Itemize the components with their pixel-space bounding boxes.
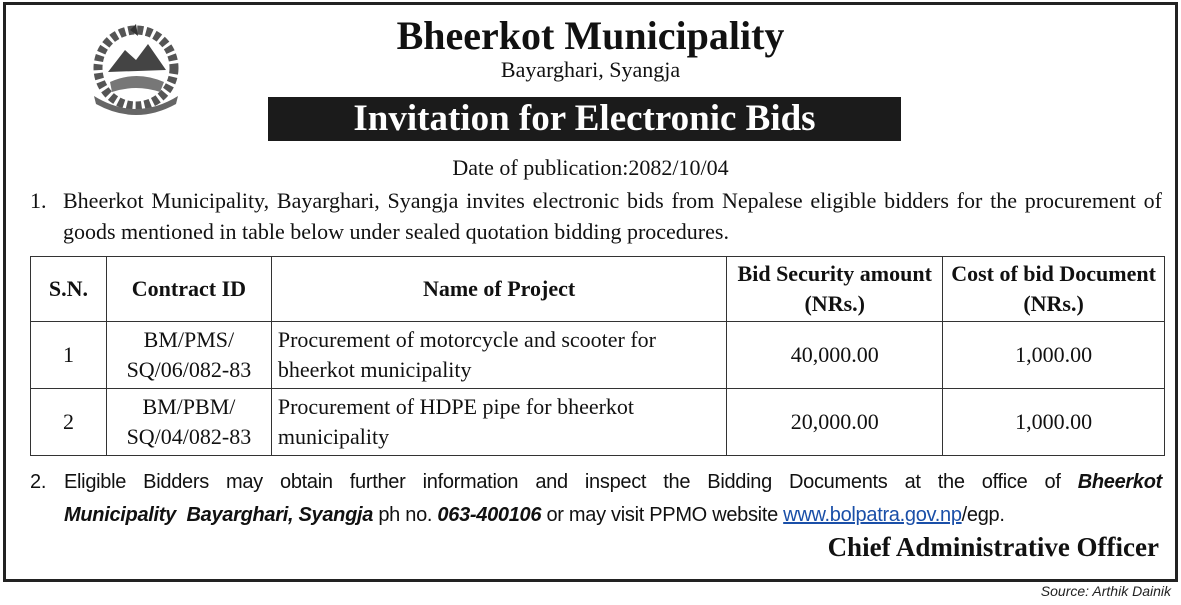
header-sn: S.N. [31, 257, 107, 322]
cell-bid-security: 40,000.00 [727, 322, 943, 389]
paragraph-text: Bheerkot Municipality, Bayarghari, Syangja invites electronic bids from Nepalese eligible bidders for the procurement of goods mentioned in table below under sealed quotation bidding procedures. [63, 188, 1162, 244]
paragraph-1 [30, 185, 1162, 247]
table-header-row [31, 257, 1165, 322]
paragraph-text: /egp. [961, 504, 1005, 526]
paragraph-line-2 [64, 499, 1162, 532]
paragraph-number: 2. [30, 471, 47, 493]
paragraph-text: ph no. [373, 504, 438, 526]
bids-table [30, 256, 1165, 456]
paragraph-2 [30, 466, 1162, 532]
cell-sn: 2 [31, 389, 107, 456]
paragraph-text: Eligible Bidders may obtain further information and inspect the Bidding Documents at the office of [64, 471, 1078, 493]
paragraph-line-1 [64, 466, 1162, 499]
office-name: Bheerkot [1077, 471, 1162, 493]
notice-banner: Invitation for Electronic Bids [268, 97, 901, 141]
phone-number: 063-400106 [437, 504, 542, 526]
office-location: Municipality Bayarghari, Syangja [64, 504, 374, 526]
paragraph-number: 1. [30, 188, 47, 213]
cell-project: Procurement of motorcycle and scooter for bheerkot municipality [271, 322, 726, 389]
bolpatra-link[interactable]: www.bolpatra.gov.np [783, 504, 962, 526]
table-row [31, 322, 1165, 389]
header-bid-security: Bid Security amount (NRs.) [727, 257, 943, 322]
subtitle-address: Bayarghari, Syangja [500, 57, 681, 82]
cell-bid-security: 20,000.00 [727, 389, 943, 456]
cell-project: Procurement of HDPE pipe for bheerkot municipality [271, 389, 726, 456]
publication-date: Date of publication:2082/10/04 [452, 155, 729, 180]
cell-contract-id: BM/PBM/ SQ/04/082-83 [106, 389, 271, 456]
signature-title: Chief Administrative Officer [827, 532, 1159, 562]
cell-doc-cost: 1,000.00 [943, 322, 1165, 389]
cell-contract-id: BM/PMS/ SQ/06/082-83 [106, 322, 271, 389]
cell-sn: 1 [31, 322, 107, 389]
paragraph-text: or may visit PPMO website [541, 504, 784, 526]
table-row [31, 389, 1165, 456]
header-project: Name of Project [271, 257, 726, 322]
header-doc-cost: Cost of bid Document (NRs.) [943, 257, 1165, 322]
source-credit: Source: Arthik Dainik [1040, 583, 1171, 599]
cell-doc-cost: 1,000.00 [943, 389, 1165, 456]
page-title: Bheerkot Municipality [396, 13, 785, 58]
header-contract-id: Contract ID [106, 257, 271, 322]
